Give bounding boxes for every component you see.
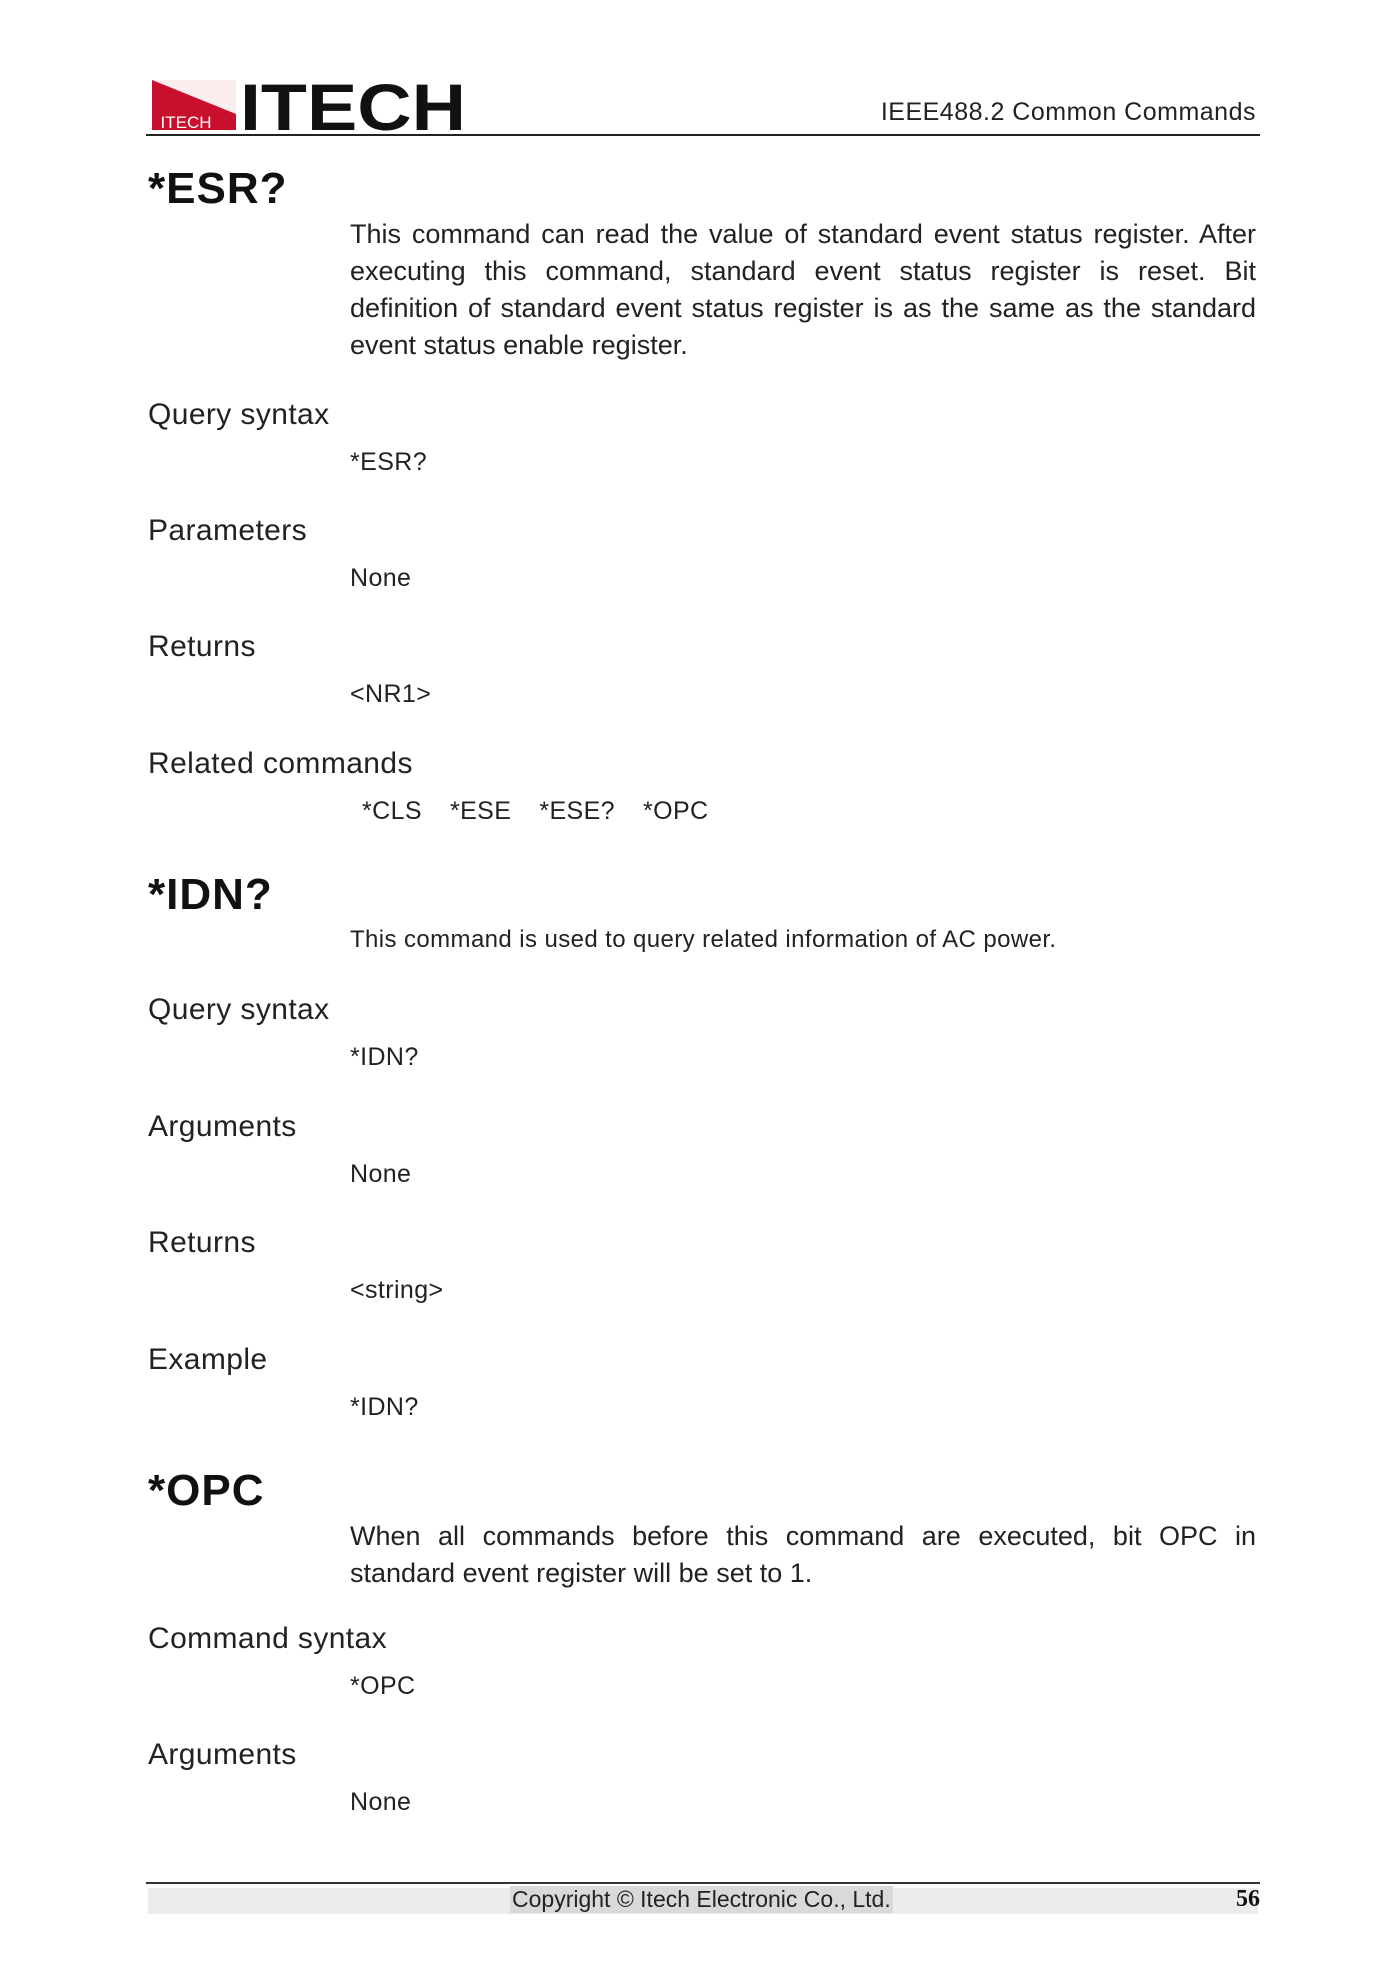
esr-query-syntax-label: Query syntax	[148, 398, 330, 431]
idn-query-syntax-label: Query syntax	[148, 993, 330, 1026]
esr-related-label: Related commands	[148, 747, 413, 780]
idn-arguments-value: None	[350, 1160, 412, 1188]
esr-related-list	[362, 797, 709, 826]
esr-description: This command can read the value of standard event status register. After executing this command, standard event status register is reset. Bit definition of standard event status register is as the same as the standard event status enable register.	[350, 219, 1256, 360]
itech-logo	[148, 74, 468, 134]
related-command-opc: *OPC	[643, 797, 709, 825]
esr-returns-value: <NR1>	[350, 680, 432, 708]
idn-returns-label: Returns	[148, 1226, 256, 1259]
opc-arguments-value: None	[350, 1788, 412, 1816]
page-number: 56	[1236, 1886, 1260, 1912]
idn-arguments-label: Arguments	[148, 1110, 297, 1143]
idn-query-syntax-value: *IDN?	[350, 1043, 419, 1071]
esr-returns-label: Returns	[148, 630, 256, 663]
related-command-ese-query: *ESE?	[539, 797, 615, 825]
esr-query-syntax-value: *ESR?	[350, 448, 428, 476]
logo-wordmark: ITECH	[240, 74, 466, 134]
logo-badge-text: ITECH	[160, 113, 212, 132]
related-command-ese: *ESE	[449, 797, 512, 825]
opc-arguments-label: Arguments	[148, 1738, 297, 1771]
copyright-notice: Copyright © Itech Electronic Co., Ltd.	[512, 1886, 891, 1912]
opc-command-syntax-label: Command syntax	[148, 1622, 388, 1655]
header-title: IEEE488.2 Common Commands	[880, 98, 1256, 126]
page-footer	[146, 1882, 1260, 1912]
idn-heading: *IDN?	[148, 870, 273, 919]
idn-example-value: *IDN?	[350, 1393, 419, 1421]
idn-description: This command is used to query related information of AC power.	[350, 926, 1057, 953]
related-command-cls: *CLS	[362, 797, 422, 825]
opc-command-syntax-value: *OPC	[350, 1672, 416, 1700]
esr-heading: *ESR?	[148, 164, 288, 213]
esr-parameters-value: None	[350, 564, 412, 592]
opc-heading: *OPC	[148, 1466, 265, 1515]
esr-parameters-label: Parameters	[148, 514, 308, 547]
idn-example-label: Example	[148, 1343, 268, 1376]
idn-returns-value: <string>	[350, 1276, 444, 1304]
page-header	[146, 70, 1260, 136]
opc-description: When all commands before this command are executed, bit OPC in standard event register will be set to 1.	[350, 1521, 1256, 1588]
